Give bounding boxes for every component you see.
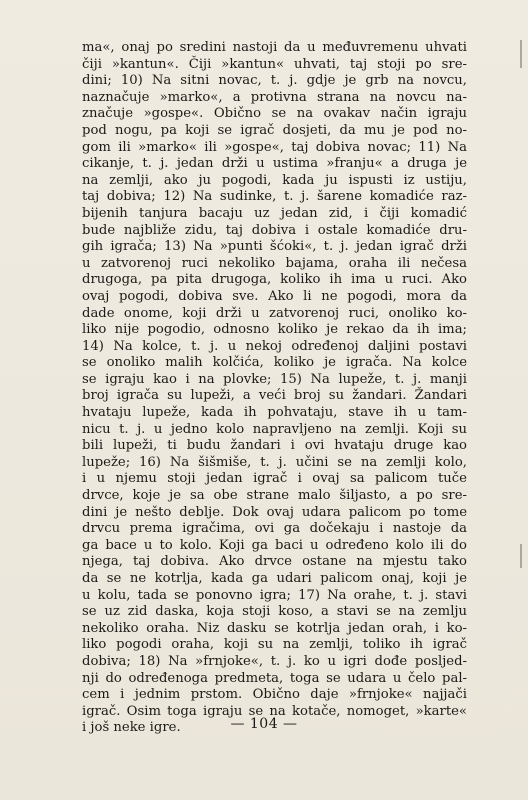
text-line: liko nije pogodio, odnosno koliko je rekao da ih ima; [82,322,467,338]
text-line: pod nogu, pa koji se igrač dosjeti, da mu je pod no- [82,122,467,138]
text-line: i još neke igre. [82,720,181,736]
text-line: bili lupeži, ti budu žandari i ovi hvataju druge kao [82,438,467,454]
text-line: nji do određenoga predmeta, toga se udara u čelo pal- [82,670,467,686]
text-line: značuje »gospe«. Obično se na ovakav način igraju [82,106,467,122]
text-line: bude najbliže zidu, taj dobiva i ostale komadiće dru- [82,222,467,238]
text-line: drugoga, pa pita drugoga, koliko ih ima u ruci. Ako [82,272,467,288]
text-line: cem i jednim prstom. Obično daje »frnjoke« najjači [82,687,467,703]
page-edge-mark [520,544,522,568]
text-line: njega, taj dobiva. Ako drvce ostane na mjestu tako [82,554,467,570]
text-line: igrač. Osim toga igraju se na kotače, nomoget, »karte« [82,703,467,719]
text-line: na zemlji, ako ju pogodi, kada ju ispusti iz ustiju, [82,172,467,188]
text-line: cikanje, t. j. jedan drži u ustima »franju« a druga je [82,156,467,172]
text-line: drvce, koje je sa obe strane malo šiljasto, a po sre- [82,488,467,504]
text-line: nekoliko oraha. Niz dasku se kotrlja jedan orah, i ko- [82,620,467,636]
text-line: čiji »kantun«. Čiji »kantun« uhvati, taj stoji po sre- [82,56,467,72]
body-text [82,40,467,737]
text-line: se uz zid daska, koja stoji koso, a stavi se na zemlju [82,604,467,620]
text-line: 14) Na kolce, t. j. u nekoj određenoj daljini postavi [82,338,467,354]
text-line: broj igrača su lupeži, a veći broj su žandari. Žandari [82,388,467,404]
text-line: naznačuje »marko«, a protivna strana na novcu na- [82,89,467,105]
text-line: lupeže; 16) Na šišmiše, t. j. učini se na zemlji kolo, [82,454,467,470]
text-line: ma«, onaj po sredini nastoji da u međuvremenu uhvati [82,40,467,55]
text-line: gih igrača; 13) Na »punti šćoki«, t. j. jedan igrač drži [82,239,467,255]
text-line: taj dobiva; 12) Na sudinke, t. j. šarene komadiće raz- [82,189,467,205]
text-line: se onoliko malih kolčića, koliko je igrača. Na kolce [82,355,467,371]
text-line: liko pogodi oraha, koji su na zemlji, toliko ih igrač [82,637,467,653]
text-line: i u njemu stoji jedan igrač i ovaj sa palicom tuče [82,471,467,487]
text-line: drvcu prema igračima, ovi ga dočekaju i nastoje da [82,521,467,537]
page-edge-mark [520,40,522,68]
text-line: dade onome, koji drži u zatvorenoj ruci, onoliko ko- [82,305,467,321]
text-line: dini; 10) Na sitni novac, t. j. gdje je grb na novcu, [82,73,467,89]
text-line: se igraju kao i na plovke; 15) Na lupeže, t. j. manji [82,371,467,387]
text-line: u kolu, tada se ponovno igra; 17) Na orahe, t. j. stavi [82,587,467,603]
text-line: da se ne kotrlja, kada ga udari palicom onaj, koji je [82,571,467,586]
text-line: ovaj pogodi, dobiva sve. Ako li ne pogodi, mora da [82,288,467,304]
text-line: u zatvorenoj ruci nekoliko bajama, oraha ili nečesa [82,255,467,271]
text-line: dobiva; 18) Na »frnjoke«, t. j. ko u igri dođe posljed- [82,653,467,669]
text-line: nicu t. j. u jedno kolo napravljeno na zemlji. Koji su [82,421,467,437]
text-line: dini je nešto deblje. Dok ovaj udara palicom po tome [82,504,467,520]
text-line: ga bace u to kolo. Koji ga baci u određeno kolo ili do [82,537,467,553]
text-line: hvataju lupeže, kada ih pohvataju, stave ih u tam- [82,405,467,421]
page-number: — 104 — [230,716,298,732]
text-line: bijenih tanjura bacaju uz jedan zid, i čiji komadić [82,205,467,221]
text-line: gom ili »marko« ili »gospe«, taj dobiva novac; 11) Na [82,139,467,155]
